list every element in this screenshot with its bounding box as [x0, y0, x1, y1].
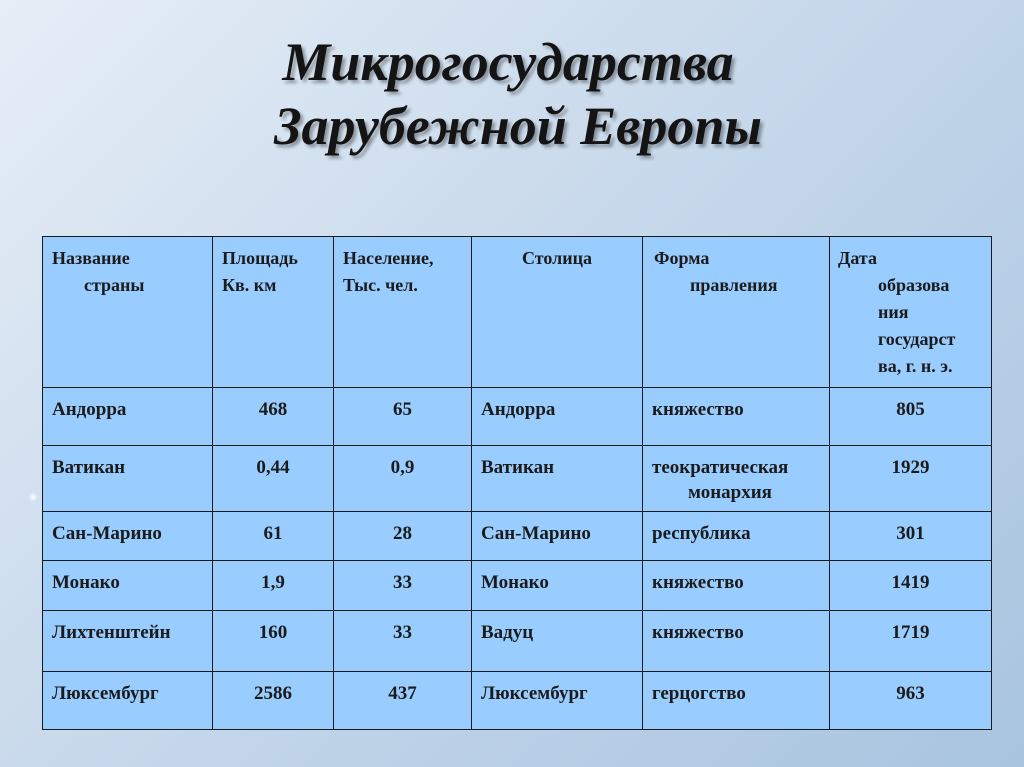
cell-area: 468: [213, 388, 334, 446]
cell-population: 33: [334, 561, 472, 611]
slide-title-line-1: Микрогосударства: [282, 32, 734, 92]
header-country-name-line: Название: [52, 248, 130, 268]
header-date-line: Дата: [838, 248, 877, 268]
header-area: [213, 237, 334, 388]
header-area-line: Кв. км: [222, 275, 277, 295]
cell-population: 0,9: [334, 446, 472, 512]
cell-founding-date: 1929: [830, 446, 992, 512]
cell-country-name: Ватикан: [43, 446, 213, 512]
header-population: [334, 237, 472, 388]
table-row: [43, 561, 992, 611]
header-area-line: Площадь: [222, 248, 298, 268]
table-row: [43, 611, 992, 672]
cell-population: 437: [334, 672, 472, 730]
cell-country-name: Монако: [43, 561, 213, 611]
header-government-form: [643, 237, 830, 388]
cell-founding-date: 805: [830, 388, 992, 446]
cell-area: 2586: [213, 672, 334, 730]
cell-country-name: Люксембург: [43, 672, 213, 730]
header-date-line: образова: [878, 275, 950, 295]
header-government-line: правления: [690, 275, 778, 295]
header-date-line: ния: [878, 302, 909, 322]
cell-area: 61: [213, 512, 334, 561]
cell-population: 28: [334, 512, 472, 561]
microstates-table: [42, 236, 992, 730]
cell-population: 33: [334, 611, 472, 672]
cell-capital: Вадуц: [472, 611, 643, 672]
slide-title: [0, 30, 1024, 158]
cell-population: 65: [334, 388, 472, 446]
header-country-name: [43, 237, 213, 388]
slide-title-line-2: Зарубежной Европы: [274, 96, 762, 156]
cell-government-form: герцогство: [643, 672, 830, 730]
cell-country-name: Андорра: [43, 388, 213, 446]
header-date-line: ва, г. н. э.: [878, 356, 953, 376]
cell-area: 0,44: [213, 446, 334, 512]
cell-capital: Андорра: [472, 388, 643, 446]
cell-area: 160: [213, 611, 334, 672]
header-capital-line: Столица: [522, 248, 592, 268]
cell-capital: Люксембург: [472, 672, 643, 730]
header-population-line: Население,: [343, 248, 434, 268]
cell-government-form: княжество: [643, 561, 830, 611]
cell-capital: Ватикан: [472, 446, 643, 512]
cell-founding-date: 963: [830, 672, 992, 730]
bullet-glow-decoration: [28, 492, 38, 502]
cell-founding-date: 301: [830, 512, 992, 561]
table-row: [43, 388, 992, 446]
table-row: [43, 512, 992, 561]
cell-government-form: княжество: [643, 611, 830, 672]
header-population-line: Тыс. чел.: [343, 275, 418, 295]
cell-government-form: [643, 446, 830, 512]
cell-founding-date: 1719: [830, 611, 992, 672]
table-header-row: [43, 237, 992, 388]
header-capital: [472, 237, 643, 388]
cell-country-name: Лихтенштейн: [43, 611, 213, 672]
header-founding-date: [830, 237, 992, 388]
cell-country-name: Сан-Марино: [43, 512, 213, 561]
cell-founding-date: 1419: [830, 561, 992, 611]
table-row: [43, 446, 992, 512]
cell-government-form: республика: [643, 512, 830, 561]
cell-area: 1,9: [213, 561, 334, 611]
header-date-line: государст: [878, 329, 956, 349]
cell-government-form: княжество: [643, 388, 830, 446]
table-row: [43, 672, 992, 730]
government-form-line: монархия: [688, 482, 772, 503]
cell-capital: Монако: [472, 561, 643, 611]
government-form-line: теократическая: [652, 457, 789, 478]
header-country-name-line: страны: [84, 275, 145, 295]
header-government-line: Форма: [654, 248, 710, 268]
cell-capital: Сан-Марино: [472, 512, 643, 561]
